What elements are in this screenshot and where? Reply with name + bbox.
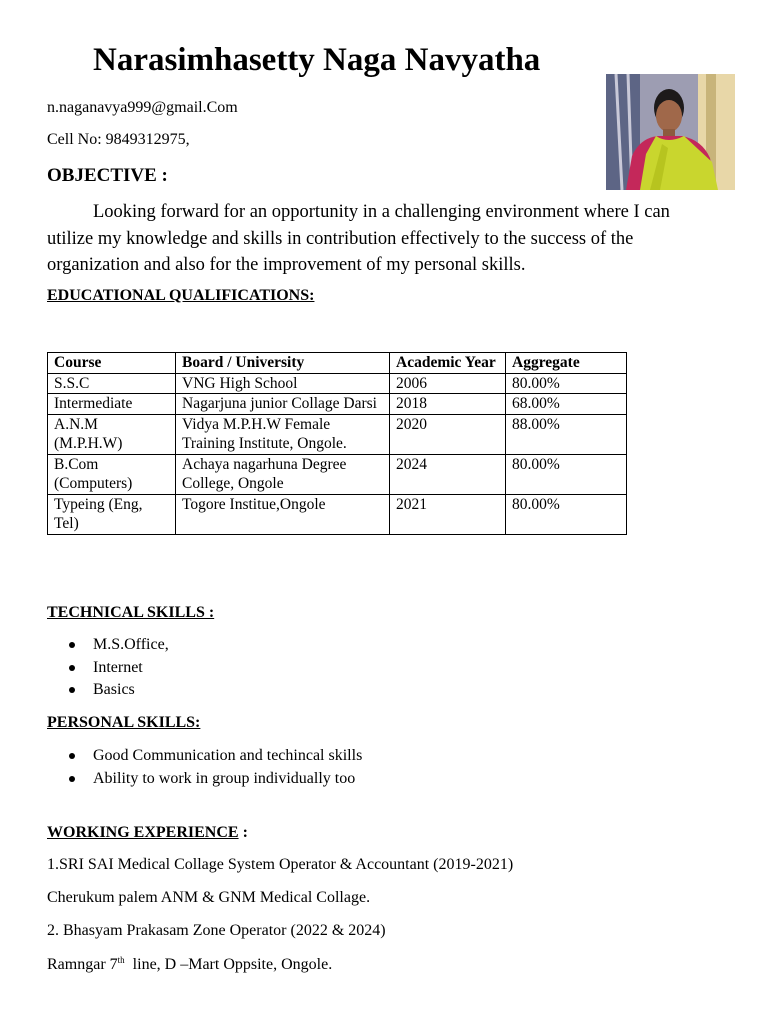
- bullet-icon: [69, 665, 75, 671]
- list-item: [47, 634, 169, 657]
- skill-text: Ability to work in group individually too: [93, 769, 356, 787]
- table-cell: A.N.M (M.P.H.W): [48, 414, 176, 454]
- table-row: [48, 454, 627, 494]
- table-row: [48, 494, 627, 534]
- table-row: [48, 394, 627, 415]
- skill-text: M.S.Office,: [93, 636, 169, 653]
- table-cell: 2020: [390, 414, 506, 454]
- table-cell: 2021: [390, 494, 506, 534]
- table-cell: Vidya M.P.H.W Female Training Institute, Ongole.: [176, 414, 390, 454]
- bullet-icon: [69, 687, 75, 693]
- column-header: Course: [48, 353, 176, 374]
- column-header: Academic Year: [390, 353, 506, 374]
- list-item: [47, 657, 169, 680]
- table-cell: 2018: [390, 394, 506, 415]
- table-cell: Achaya nagarhuna Degree College, Ongole: [176, 454, 390, 494]
- bullet-icon: [69, 753, 75, 759]
- skill-text: Basics: [93, 681, 135, 698]
- table-row: [48, 414, 627, 454]
- objective-heading: OBJECTIVE :: [47, 165, 168, 186]
- objective-text: Looking forward for an opportunity in a challenging environment where I can utilize my knowledge and skills in contribution effectively to the success of the organization and also for the improvement of my personal skills.: [47, 202, 670, 275]
- personal-skills-heading: PERSONAL SKILLS:: [47, 714, 201, 731]
- list-item: [47, 745, 362, 768]
- experience-line-2: Cherukum palem ANM & GNM Medical Collage.: [47, 889, 371, 906]
- education-heading: EDUCATIONAL QUALIFICATIONS:: [47, 287, 315, 304]
- list-item: [47, 768, 362, 791]
- personal-skills-list: [47, 745, 362, 790]
- table-cell: S.S.C: [48, 373, 176, 394]
- ordinal-suffix: th: [117, 955, 125, 965]
- skill-text: Good Communication and techincal skills: [93, 747, 363, 764]
- table-cell: 88.00%: [506, 414, 627, 454]
- table-cell: 2024: [390, 454, 506, 494]
- experience-heading: [47, 824, 248, 842]
- profile-photo: [606, 74, 735, 190]
- technical-skills-list: [47, 634, 169, 702]
- list-item: [47, 679, 169, 702]
- table-cell: 2006: [390, 373, 506, 394]
- address-text-rest: line, D –Mart Oppsite, Ongole.: [124, 956, 333, 973]
- table-cell: Intermediate: [48, 394, 176, 415]
- address-text: Ramngar 7: [47, 956, 118, 973]
- table-cell: 68.00%: [506, 394, 627, 415]
- table-cell: VNG High School: [176, 373, 390, 394]
- email-address: n.naganavya999@gmail.Com: [47, 99, 238, 116]
- table-cell: 80.00%: [506, 494, 627, 534]
- bullet-icon: [69, 776, 75, 782]
- candidate-name: Narasimhasetty Naga Navyatha: [93, 42, 541, 78]
- experience-line-3: 2. Bhasyam Prakasam Zone Operator (2022 & 2024): [47, 922, 386, 939]
- experience-line-1: 1.SRI SAI Medical Collage System Operator & Accountant (2019-2021): [47, 856, 514, 873]
- table-cell: Nagarjuna junior Collage Darsi: [176, 394, 390, 415]
- experience-line-4: [47, 955, 332, 974]
- table-cell: Togore Institue,Ongole: [176, 494, 390, 534]
- column-header: Aggregate: [506, 353, 627, 374]
- bullet-icon: [69, 642, 75, 648]
- skill-text: Internet: [93, 658, 143, 676]
- profile-photo-image: [606, 74, 735, 190]
- table-row: [48, 373, 627, 394]
- education-table: [47, 352, 627, 535]
- technical-skills-heading: TECHNICAL SKILLS :: [47, 604, 215, 621]
- table-cell: 80.00%: [506, 373, 627, 394]
- table-header-row: [48, 353, 627, 374]
- experience-heading-colon: :: [238, 824, 248, 841]
- table-cell: 80.00%: [506, 454, 627, 494]
- table-cell: B.Com (Computers): [48, 454, 176, 494]
- column-header: Board / University: [176, 353, 390, 374]
- experience-heading-text: WORKING EXPERIENCE: [47, 824, 239, 841]
- table-cell: Typeing (Eng, Tel): [48, 494, 176, 534]
- phone-number: Cell No: 9849312975,: [47, 131, 190, 148]
